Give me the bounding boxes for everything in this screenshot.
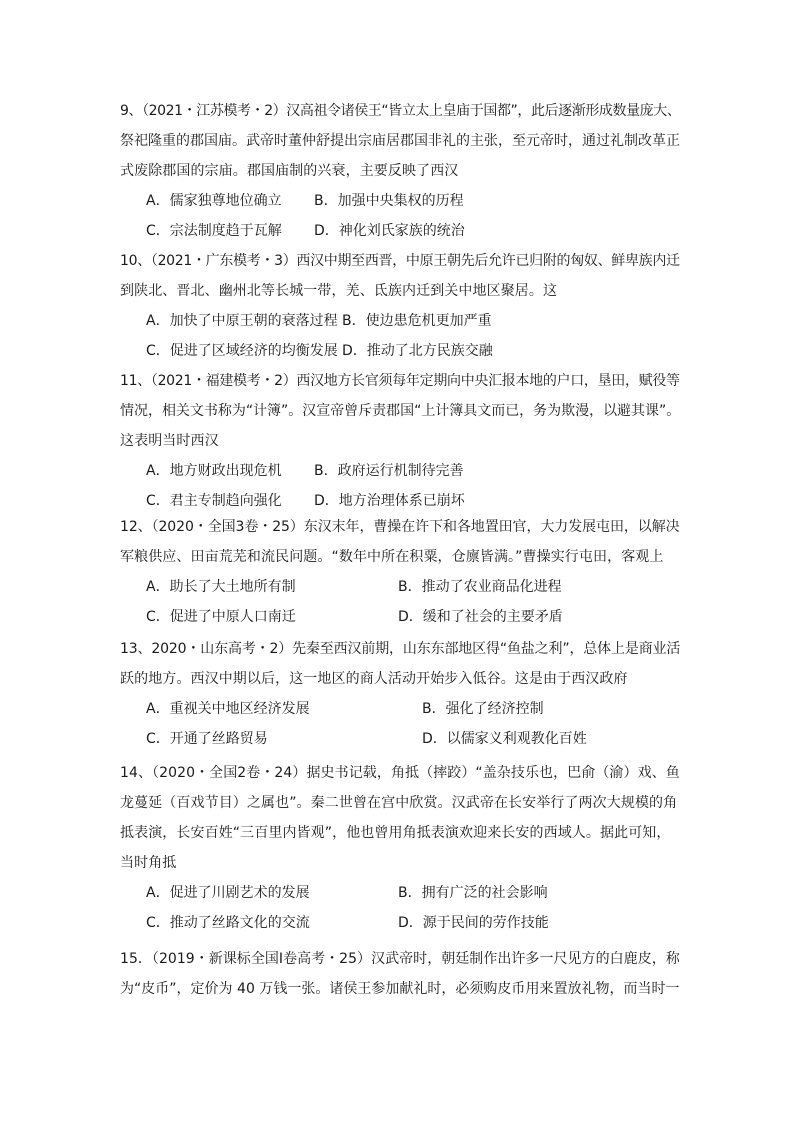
question-text: 军粮供应、田亩荒芜和流民问题。“数年中所在积粟，仓廪皆满。”曹操实行屯田，客观上 <box>120 549 664 565</box>
options-row <box>120 186 680 216</box>
options-row <box>120 336 680 366</box>
question-13 <box>120 634 680 754</box>
question-text: 这表明当时西汉 <box>120 433 219 449</box>
question-10 <box>120 246 680 366</box>
question-14 <box>120 758 680 938</box>
question-text: 14、（2020・全国2卷・24）据史书记载，角抵（摔跤）“盖杂技乐也，巴俞（渝）戏、鱼 <box>120 765 680 781</box>
question-text: 祭祀隆重的郡国庙。武帝时董仲舒提出宗庙居郡国非礼的主张，至元帝时，通过礼制改革正 <box>120 133 680 149</box>
question-15 <box>120 944 680 1004</box>
options-row <box>120 602 680 632</box>
question-9 <box>120 96 680 246</box>
question-text: 到陕北、晋北、幽州北等长城一带，羌、氐族内迁到关中地区聚居。这 <box>120 283 558 299</box>
question-text: 13、2020・山东高考・2）先秦至西汉前期，山东东部地区得“鱼盐之利”，总体上是商业活 <box>120 641 681 657</box>
option-c[interactable]: C．开通了丝路贸易 <box>146 731 268 747</box>
option-b[interactable]: B．推动了农业商品化进程 <box>398 579 562 595</box>
option-a[interactable]: A．重视关中地区经济发展 <box>146 701 310 717</box>
question-text: 9、（2021・江苏模考・2）汉高祖令诸侯王“皆立太上皇庙于国都”，此后逐渐形成数量庞大、 <box>120 103 681 119</box>
option-b[interactable]: B．使边患危机更加严重 <box>342 313 492 329</box>
option-d[interactable]: D．神化刘氏家族的统治 <box>314 223 465 239</box>
question-12 <box>120 512 680 632</box>
option-d[interactable]: D．缓和了社会的主要矛盾 <box>398 609 563 625</box>
question-text: 为“皮币”，定价为 40 万钱一张。诸侯王参加献礼时，必须购皮币用来置放礼物，而当时一 <box>120 981 680 997</box>
question-text: 式废除郡国的宗庙。郡国庙制的兴衰，主要反映了西汉 <box>120 163 459 179</box>
option-d[interactable]: D．以儒家义利观教化百姓 <box>422 731 587 747</box>
question-text: 11、（2021・福建模考・2）西汉地方长官须每年定期向中央汇报本地的户口，垦田，赋役等 <box>120 373 680 389</box>
option-d[interactable]: D．地方治理体系已崩坏 <box>314 493 465 509</box>
option-a[interactable]: A．加快了中原王朝的衰落过程 <box>146 313 338 329</box>
question-text: 情况，相关文书称为“计簿”。汉宣帝曾斥责郡国“上计簿具文而已，务为欺漫，以避其课”。 <box>120 403 681 419</box>
options-row <box>120 572 680 602</box>
option-c[interactable]: C．促进了区域经济的均衡发展 <box>146 343 338 359</box>
options-row <box>120 908 680 938</box>
option-a[interactable]: A．地方财政出现危机 <box>146 463 282 479</box>
option-b[interactable]: B．拥有广泛的社会影响 <box>398 885 548 901</box>
option-a[interactable]: A．助长了大土地所有制 <box>146 579 296 595</box>
question-text: 15．（2019・新课标全国Ⅰ卷高考・25）汉武帝时，朝廷制作出许多一尺见方的白鹿皮，称 <box>120 951 680 967</box>
option-a[interactable]: A．促进了川剧艺术的发展 <box>146 885 310 901</box>
question-text: 抵表演，长安百姓“三百里内皆观”，他也曾用角抵表演欢迎来长安的西域人。据此可知， <box>120 825 671 841</box>
option-c[interactable]: C．宗法制度趋于瓦解 <box>146 223 282 239</box>
options-row <box>120 306 680 336</box>
option-b[interactable]: B．强化了经济控制 <box>422 701 544 717</box>
option-c[interactable]: C．推动了丝路文化的交流 <box>146 915 310 931</box>
option-b[interactable]: B．加强中央集权的历程 <box>314 193 464 209</box>
question-text: 当时角抵 <box>120 855 177 871</box>
question-11 <box>120 366 680 516</box>
question-text: 12、（2020・全国3卷・25）东汉末年，曹操在许下和各地置田官，大力发展屯田，以解决 <box>120 519 680 535</box>
option-c[interactable]: C．促进了中原人口南迁 <box>146 609 296 625</box>
question-text: 10、（2021・广东模考・3）西汉中期至西晋，中原王朝先后允许已归附的匈奴、鲜卑族内迁 <box>120 253 680 269</box>
options-row <box>120 878 680 908</box>
question-text: 跃的地方。西汉中期以后，这一地区的商人活动开始步入低谷。这是由于西汉政府 <box>120 671 628 687</box>
option-a[interactable]: A．儒家独尊地位确立 <box>146 193 282 209</box>
options-row <box>120 694 680 724</box>
question-text: 龙蔓延（百戏节目）之属也”。秦二世曾在宫中欣赏。汉武帝在长安举行了两次大规模的角 <box>120 795 678 811</box>
options-row <box>120 456 680 486</box>
options-row <box>120 216 680 246</box>
options-row <box>120 724 680 754</box>
option-b[interactable]: B．政府运行机制待完善 <box>314 463 464 479</box>
option-d[interactable]: D．源于民间的劳作技能 <box>398 915 549 931</box>
option-d[interactable]: D．推动了北方民族交融 <box>342 343 493 359</box>
option-c[interactable]: C．君主专制趋向强化 <box>146 493 282 509</box>
